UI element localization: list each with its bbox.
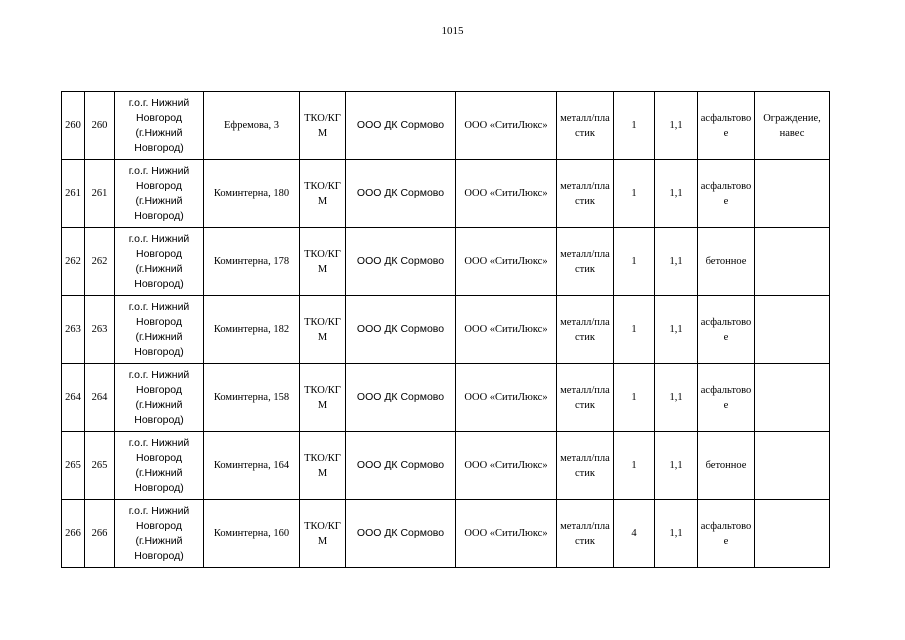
cell-container-volume: 1,1 [655,364,698,432]
cell-fencing [755,432,830,500]
cell-surface-type: бетонное [698,432,755,500]
cell-surface-type: асфальтовое [698,160,755,228]
cell-row-number: 261 [62,160,85,228]
table-row [62,92,830,160]
cell-site-number: 262 [85,228,115,296]
cell-container-count: 1 [614,432,655,500]
cell-operator: ООО «СитиЛюкс» [456,364,557,432]
cell-organization: ООО ДК Сормово [346,92,456,160]
cell-container-volume: 1,1 [655,500,698,568]
cell-locality: г.о.г. Нижний Новгород (г.Нижний Новгород) [115,364,204,432]
cell-surface-type: асфальтовое [698,296,755,364]
cell-organization: ООО ДК Сормово [346,432,456,500]
cell-row-number: 263 [62,296,85,364]
cell-site-number: 260 [85,92,115,160]
cell-fencing [755,364,830,432]
cell-site-number: 261 [85,160,115,228]
cell-site-number: 263 [85,296,115,364]
cell-fencing [755,500,830,568]
cell-container-volume: 1,1 [655,160,698,228]
table-row [62,160,830,228]
cell-organization: ООО ДК Сормово [346,160,456,228]
table-row [62,296,830,364]
cell-address: Коминтерна, 178 [204,228,300,296]
cell-organization: ООО ДК Сормово [346,500,456,568]
cell-container-count: 1 [614,296,655,364]
cell-fencing: Ограждение, навес [755,92,830,160]
cell-container-volume: 1,1 [655,432,698,500]
table-row [62,500,830,568]
cell-container-material: металл/пластик [557,296,614,364]
cell-container-count: 1 [614,228,655,296]
cell-waste-type: ТКО/КГМ [300,364,346,432]
container-site-table [61,91,830,568]
cell-organization: ООО ДК Сормово [346,364,456,432]
cell-operator: ООО «СитиЛюкс» [456,160,557,228]
cell-row-number: 262 [62,228,85,296]
table-row [62,228,830,296]
cell-container-material: металл/пластик [557,432,614,500]
cell-organization: ООО ДК Сормово [346,228,456,296]
cell-site-number: 266 [85,500,115,568]
cell-address: Коминтерна, 160 [204,500,300,568]
cell-waste-type: ТКО/КГМ [300,228,346,296]
cell-address: Ефремова, 3 [204,92,300,160]
cell-address: Коминтерна, 164 [204,432,300,500]
cell-locality: г.о.г. Нижний Новгород (г.Нижний Новгород) [115,160,204,228]
cell-operator: ООО «СитиЛюкс» [456,296,557,364]
cell-container-material: металл/пластик [557,92,614,160]
cell-operator: ООО «СитиЛюкс» [456,500,557,568]
cell-row-number: 266 [62,500,85,568]
cell-row-number: 265 [62,432,85,500]
cell-waste-type: ТКО/КГМ [300,92,346,160]
cell-organization: ООО ДК Сормово [346,296,456,364]
cell-waste-type: ТКО/КГМ [300,432,346,500]
cell-locality: г.о.г. Нижний Новгород (г.Нижний Новгород) [115,500,204,568]
cell-surface-type: асфальтовое [698,92,755,160]
cell-container-count: 1 [614,160,655,228]
cell-row-number: 264 [62,364,85,432]
cell-surface-type: бетонное [698,228,755,296]
cell-waste-type: ТКО/КГМ [300,160,346,228]
cell-fencing [755,160,830,228]
cell-waste-type: ТКО/КГМ [300,296,346,364]
cell-container-volume: 1,1 [655,296,698,364]
cell-container-count: 1 [614,364,655,432]
table-row [62,432,830,500]
cell-address: Коминтерна, 180 [204,160,300,228]
cell-container-count: 4 [614,500,655,568]
cell-waste-type: ТКО/КГМ [300,500,346,568]
cell-row-number: 260 [62,92,85,160]
cell-locality: г.о.г. Нижний Новгород (г.Нижний Новгород) [115,432,204,500]
cell-container-material: металл/пластик [557,500,614,568]
cell-site-number: 265 [85,432,115,500]
cell-surface-type: асфальтовое [698,364,755,432]
cell-container-material: металл/пластик [557,364,614,432]
table-row [62,364,830,432]
cell-operator: ООО «СитиЛюкс» [456,92,557,160]
cell-container-material: металл/пластик [557,228,614,296]
cell-locality: г.о.г. Нижний Новгород (г.Нижний Новгород) [115,228,204,296]
cell-operator: ООО «СитиЛюкс» [456,432,557,500]
page-number: 1015 [441,25,464,37]
cell-address: Коминтерна, 158 [204,364,300,432]
cell-fencing [755,228,830,296]
cell-fencing [755,296,830,364]
cell-site-number: 264 [85,364,115,432]
table-body [62,92,830,568]
cell-surface-type: асфальтовое [698,500,755,568]
cell-locality: г.о.г. Нижний Новгород (г.Нижний Новгород) [115,92,204,160]
cell-operator: ООО «СитиЛюкс» [456,228,557,296]
cell-address: Коминтерна, 182 [204,296,300,364]
cell-container-count: 1 [614,92,655,160]
cell-locality: г.о.г. Нижний Новгород (г.Нижний Новгород) [115,296,204,364]
cell-container-volume: 1,1 [655,228,698,296]
cell-container-volume: 1,1 [655,92,698,160]
cell-container-material: металл/пластик [557,160,614,228]
